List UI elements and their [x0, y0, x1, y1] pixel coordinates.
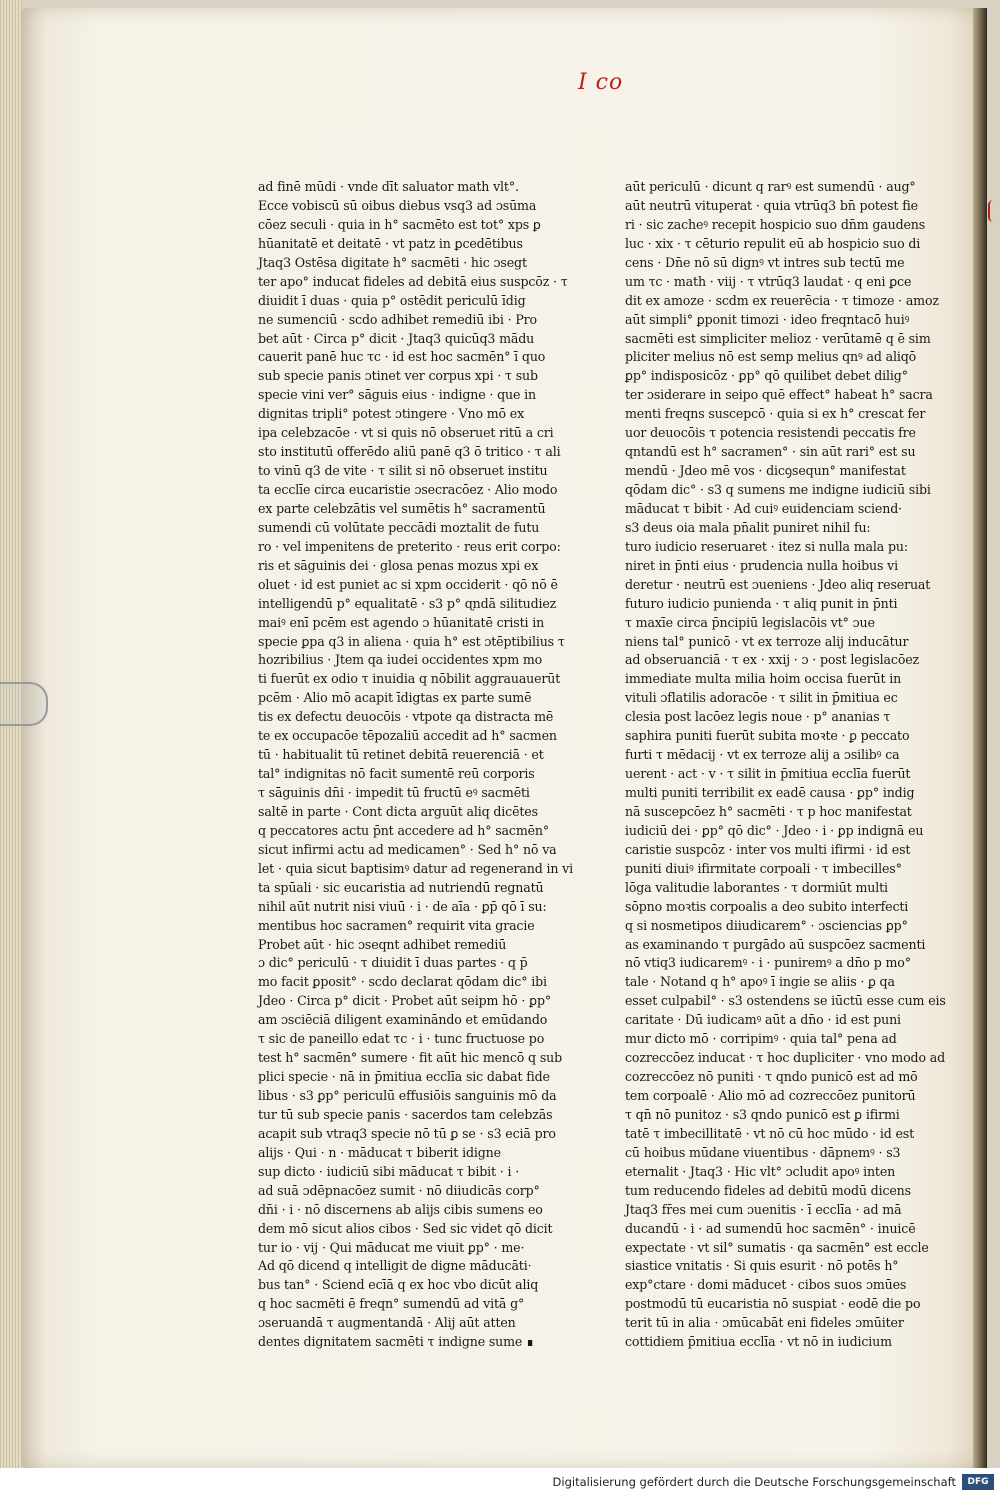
text-line: luc · xix · τ cēturio repulit eū ab hospicio suo di [625, 235, 921, 251]
text-line: specie ꝑpa q3 in aliena · quia h° est ɔtēptibilius τ [258, 633, 565, 649]
text-line: maiꝰ enī pcēm est agendo ɔ hūanitatē cristi in [258, 614, 545, 630]
text-line: qōdam dic° · s3 q sumens me indigne iudiciū sibi [625, 482, 931, 497]
text-line: siastice vnitatis · Si quis esurit · nō potēs h° [625, 1258, 899, 1274]
text-line: dentes dignitatem sacmēti τ indigne sume ∎ [258, 1334, 534, 1350]
text-line: dem mō sicut alios cibos · Sed sic videt qō dicit [258, 1220, 553, 1236]
text-line: cozreccōez inducat · τ hoc dupliciter · vno modo ad [625, 1050, 946, 1066]
text-line: τ qn̄ nō punitoz · s3 qndo punicō est ꝑ ifirmi [625, 1106, 900, 1122]
text-line: Jtaq3 Ostēsa digitate h° sacmēti · hic ɔsegt [258, 254, 527, 270]
text-line: diuidit ī duas · quia p° ostēdit periculū īdig [258, 292, 526, 308]
text-line: Ecce vobiscū sū oibus diebus vsq3 ad ɔsūma [258, 197, 537, 213]
text-line: test h° sacmēn° sumere · fit aūt hic mencō q sub [258, 1050, 563, 1066]
text-line: mendū · Jdeo mē vos · dicꝯsequn° manifestat [625, 463, 906, 479]
text-line: deretur · neutrū est ɔueniens · Jdeo aliq reseruat [625, 576, 931, 592]
text-line: puniti diuiꝰ ifirmitate corpoali · τ imbecilles° [625, 860, 902, 876]
text-line: saphira puniti fuerūt subita moꝛte · ꝑ peccato [625, 728, 910, 744]
digitization-footer [0, 1468, 1000, 1498]
text-line: dn̄i · i · nō discernens ab alijs cibis sumens eo [258, 1201, 543, 1217]
text-line: am ɔsciēciā diligent examināndo et emūdando [258, 1012, 548, 1028]
book-page-edges [0, 0, 22, 1470]
text-line: Probet aūt · hic ɔseqnt adhibet remediū [258, 936, 507, 952]
text-line: ta spūali · sic eucaristia ad nutriendū regnatū [258, 879, 544, 895]
text-line: futuro iudicio punienda · τ aliq punit in p̄nti [625, 595, 898, 611]
text-line: to vinū q3 de vite · τ silit si nō obseruet institu [258, 463, 548, 479]
text-line: pliciter melius nō est semp melius qnꝰ ad aliqō [625, 349, 917, 365]
text-line: cū hoibus mūdane viuentibus · dāpnemꝰ · s3 [625, 1144, 901, 1160]
text-line: expectate · vt sil° sumatis · qa sacmēn° est eccle [625, 1239, 929, 1255]
text-line: nō vtiq3 iudicaremꝰ · i · puniremꝰ a dn̄o p mo° [625, 955, 911, 971]
text-line: hūanitatē et deitatē · vt patz in ꝑcedētibus [258, 235, 523, 251]
text-line: sup dicto · iudiciū sibi māducat τ bibit · i · [258, 1163, 520, 1179]
text-line: sōpno moꝛtis corpoalis a deo subito interfecti [625, 898, 909, 914]
text-line: Jtaq3 fr̄es mei cum ɔuenitis · ī ecclīa · ad mā [625, 1201, 902, 1217]
text-line: ducandū · i · ad sumendū hoc sacmēn° · inuicē [625, 1220, 916, 1236]
text-line: māducat τ bibit · Ad cuiꝰ euidenciam sciend· [625, 500, 902, 516]
text-line: libus · s3 ꝑp° periculū effusiōis sanguinis mō da [258, 1088, 557, 1103]
text-line: vituli ɔflatilis adoracōe · τ silit in p̄mitiua ec [625, 690, 898, 706]
text-line: esset culpabil° · s3 ostendens se iūctū esse cum eis [625, 993, 946, 1009]
text-line: sub specie panis ɔtinet ver corpus xpi · τ sub [258, 368, 538, 384]
text-line: hozribilius · Jtem qa iudei occidentes xpm mo [258, 652, 543, 668]
text-line: Ad qō dicend q intelligit de digne māducāti· [258, 1258, 532, 1274]
text-line: alijs · Qui · n · māducat τ biberit idigne [258, 1144, 501, 1160]
text-line: intelligendū p° equalitatē · s3 p° ɋndā silitudiez [258, 595, 557, 611]
book-spine-shadow [973, 8, 987, 1478]
text-line: pcēm · Alio mō acapit īdigtas ex parte sumē [258, 690, 532, 706]
text-line: ri · sic zacheꝰ recepit hospicio suo dn̄m gaudens [625, 216, 926, 232]
text-line: as examinando τ purgādo aū suspcōez sacmenti [625, 936, 926, 952]
text-line: q si nosmetipos diiudicarem° · ɔsciencias ꝑp° [625, 917, 908, 933]
text-line: tum reducendo fideles ad debitū modū dicens [625, 1182, 911, 1198]
text-line: τ sic de paneillo edat τc · i · tunc fructuose po [258, 1031, 545, 1047]
footer-credit-text: Digitalisierung gefördert durch die Deutsche Forschungsgemeinschaft [552, 1475, 956, 1489]
text-line: q peccatores actu p̄nt accedere ad h° sacmēn° [258, 822, 550, 838]
text-line: ti fuerūt ex odio τ inuidia q nōbilit aggrauauerūt [258, 671, 561, 687]
text-line: ris et sāguinis dei · glosa penas mozus xpi ex [258, 557, 539, 573]
text-line: sacmēti est simpliciter melioz · verūtamē q ē sim [625, 330, 931, 346]
right-text-column [625, 178, 946, 1352]
text-line: tur tū sub specie panis · sacerdos tam celebzās [258, 1106, 553, 1122]
text-line: ꝑp° indisposicōz · ꝑp° qō quilibet debet dilig° [625, 368, 908, 384]
text-line: furti τ mēdacij · vt ex terroze alij a ɔsilibꝰ ca [625, 747, 900, 763]
text-line: ta ecclīe circa eucaristie ɔsecracōez · Alio modo [258, 482, 558, 497]
text-line: um τc · math · viij · τ vtrūq3 laudat · q eni ꝑce [625, 273, 912, 289]
text-line: turo iudicio reseruaret · itez si nulla mala pu: [625, 538, 908, 554]
text-line: ter apo° inducat fideles ad debitā eius suspcōz · τ [258, 273, 568, 289]
text-line: cōez seculi · quia in h° sacmēto est tot° xps ꝑ [258, 216, 541, 232]
text-line: s3 deus oia mala pn̄alit puniret nihil fu: [625, 519, 871, 535]
text-line: sto institutū offerēdo aliū panē q3 ō tritico · τ ali [258, 444, 561, 460]
text-line: tem corpoalē · Alio mō ad cozreccōez punitorū [625, 1088, 916, 1103]
text-line: terit tū in alia · ɔmūcabāt eni fideles ɔmūiter [625, 1315, 904, 1331]
text-line: ad suā ɔdēpnacōez sumit · nō diiudicās corp° [258, 1182, 540, 1198]
text-line: mo facit ꝑposit° · scdo declarat qōdam dic° ibi [258, 974, 547, 990]
text-line: sicut infirmi actu ad medicamen° · Sed h° nō va [258, 841, 557, 857]
text-line: mur dicto mō · corripimꝰ · quia tal° pena ad [625, 1031, 897, 1047]
text-line: let · quia sicut baptisimꝰ datur ad regenerand in vi [258, 860, 574, 876]
text-line: cens · Dn̄e nō sū dignꝰ vt intres sub tectū me [625, 254, 905, 270]
text-line: caritate · Dū iudicamꝰ aūt a dn̄o · id est puni [625, 1012, 901, 1028]
text-line: saltē in parte · Cont dicta arguūt aliq dicētes [258, 803, 538, 819]
text-line: clesia post lacōez legis noue · p° ananias τ [625, 709, 891, 725]
text-line: eternalit · Jtaq3 · Hic vlt° ɔcludit apoꝰ inten [625, 1163, 896, 1179]
text-line: uerent · act · v · τ silit in p̄mitiua ecclīa fuerūt [625, 766, 911, 782]
text-line: ipa celebzacōe · vt si quis nō obseruet ritū a cri [258, 425, 554, 441]
text-line: ter ɔsiderare in seipo quē effect° habeat h° sacra [625, 387, 933, 403]
left-text-column [258, 178, 574, 1352]
text-line: qntandū est h° sacramen° · sin aūt rari° est su [625, 444, 916, 460]
text-line: tale · Notand q h° apoꝰ ī ingie se aliis · ꝑ qa [625, 974, 895, 990]
text-line: postmodū tū eucaristia nō suspiat · eodē die po [625, 1296, 921, 1312]
text-line: dignitas tripli° potest ɔtingere · Vno mō ex [258, 406, 525, 422]
text-line: menti freqns suscepcō · quia si ex h° crescat fer [625, 406, 926, 422]
text-line: tal° indignitas nō facit sumentē reū corporis [258, 766, 535, 782]
text-line: immediate multa milia hoim occisa fuerūt in [625, 671, 902, 687]
text-line: τ maxīe circa p̄ncipiū legislacōis vt° ɔue [625, 614, 875, 630]
text-line: uor deuocōis τ potencia resistendi peccatis fre [625, 425, 916, 441]
text-line: specie vini ver° sāguis eius · indigne · que in [258, 387, 536, 403]
text-line: ɔ dic° periculū · τ diuidit ī duas partes · q p̄ [258, 955, 528, 971]
text-line: caristie suspcōz · inter vos multi ifirmi · id est [625, 841, 911, 857]
page-clip [0, 682, 48, 726]
text-line: mentibus hoc sacramen° requirit vita gracie [258, 917, 535, 933]
text-line: τ sāguinis dn̄i · impedit tū fructū eꝰ sacmēti [258, 785, 530, 800]
text-line: cottidiem p̄mitiua ecclīa · vt nō in iudicium [625, 1334, 892, 1350]
text-line: aūt simpli° ꝑponit timozi · ideo freqntacō huiꝰ [625, 311, 910, 327]
text-line: bus tan° · Sciend ecīā q ex hoc vbo dicūt aliq [258, 1277, 539, 1293]
folio-number: I co [578, 70, 624, 95]
text-line: tū · habitualit tū retinet debitā reuerenciā · et [258, 747, 544, 763]
text-line: ad finē mūdi · vnde dīt saluator math vlt°. [258, 179, 519, 194]
text-line: te ex occupacōe tēpozaliū accedit ad h° sacmen [258, 728, 557, 744]
text-line: dit ex amoze · scdm ex reuerēcia · τ timoze · amoz [625, 292, 939, 308]
text-line: nihil aūt nutrit nisi viuū · i · de aīa · ꝑp̄ qō ī su: [258, 898, 547, 914]
text-line: niret in p̄nti eius · prudencia nulla hoibus vi [625, 557, 898, 573]
text-line: ne sumenciū · scdo adhibet remediū ibi · Pro [258, 311, 537, 327]
text-line: q hoc sacmēti ē freqn° sumendū ad vitā g° [258, 1296, 525, 1312]
text-line: lōga valitudie laborantes · τ dormiūt multi [625, 879, 888, 895]
dfg-logo: DFG [962, 1474, 994, 1490]
text-line: bet aūt · Circa p° dicit · Jtaq3 quicūq3 mādu [258, 330, 535, 346]
text-line: Jdeo · Circa p° dicit · Probet aūt seipm hō · ꝑp° [258, 993, 552, 1009]
text-line: ro · vel impenitens de preterito · reus erit corpo: [258, 538, 561, 554]
text-line: iudiciū dei · ꝑp° qō dic° · Jdeo · i · ꝑp indignā eu [625, 822, 924, 838]
text-line: nā suscepcōez h° sacmēti · τ p hoc manifestat [625, 803, 912, 819]
text-line: tis ex defectu deuocōis · vtpote qa distracta mē [258, 709, 554, 725]
text-line: ad obseruanciā · τ ex · xxij · ɔ · post legislacōez [625, 652, 920, 668]
text-line: aūt neutrū vituperat · quia vtrūq3 bn̄ potest fie [625, 197, 918, 213]
text-line: tur io · vij · Qui māducat me viuit ꝑp° · me· [258, 1239, 525, 1255]
text-line: cozreccōez nō puniti · τ qndo punicō est ad mō [625, 1069, 918, 1085]
text-line: sumendi cū volūtate peccādi moztalit de futu [258, 519, 540, 535]
text-line: aūt periculū · dicunt q rarꝰ est sumendū · aug° [625, 179, 916, 194]
text-line: oluet · id est puniet ac si xpm occiderit · qō nō ē [258, 576, 558, 592]
text-line: ex parte celebzātis vel sumētis h° sacramentū [258, 500, 546, 516]
text-line: tatē τ imbecillitatē · vt nō cū hoc mūdo · id est [625, 1125, 915, 1141]
text-line: multi puniti terribilit ex eadē causa · ꝑp° indig [625, 785, 915, 800]
text-line: exp°ctare · domi māducet · cibos suos ɔmūes [625, 1277, 907, 1293]
rubric-margin-mark [988, 200, 998, 222]
text-line: ɔseruandā τ augmentandā · Alij aūt atten [258, 1315, 516, 1331]
text-line: acapit sub vtraq3 specie nō tū ꝑ se · s3 eciā pro [258, 1125, 556, 1141]
text-line: plici specie · nā in p̄mitiua ecclīa sic dabat fide [258, 1069, 550, 1085]
text-line: niens tal° punicō · vt ex terroze alij inducātur [625, 633, 909, 649]
text-line: cauerit panē huc τc · id est hoc sacmēn° ī quo [258, 349, 546, 365]
